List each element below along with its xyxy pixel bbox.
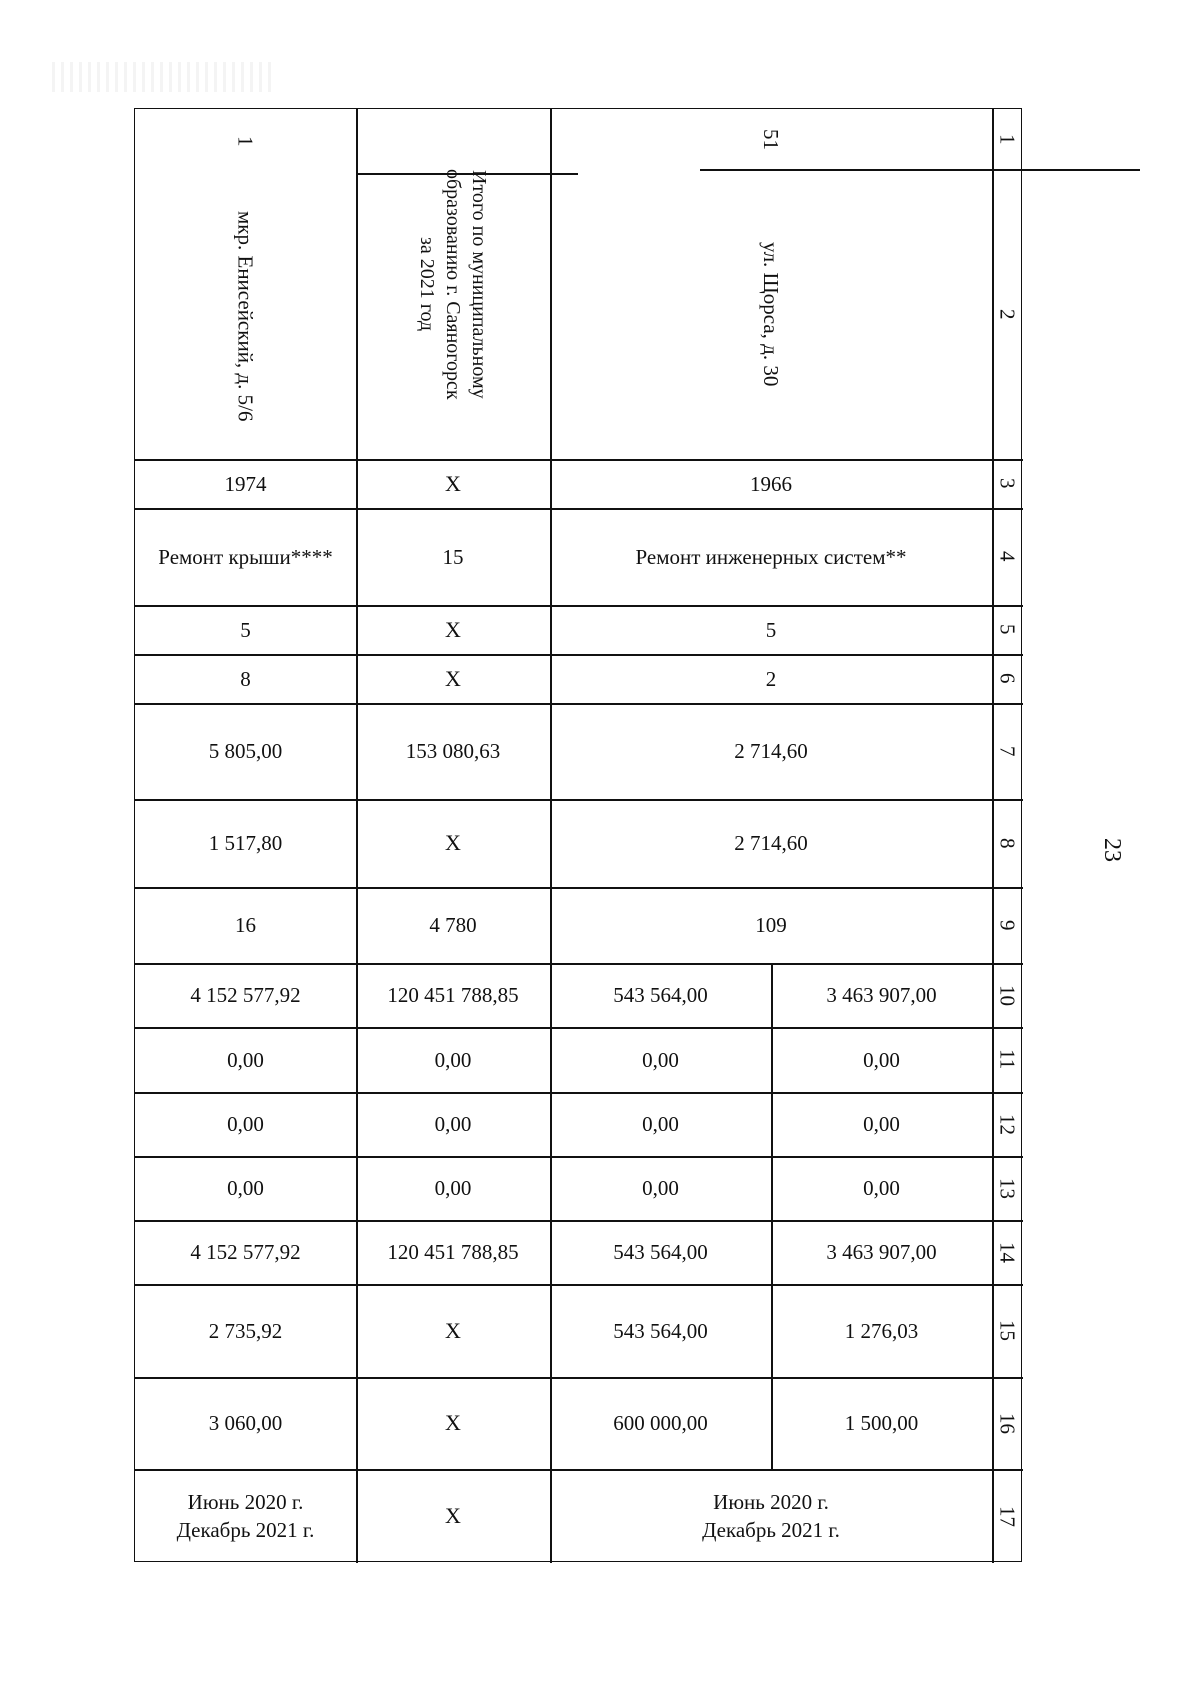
col-a-r8: 1 517,80 (208, 831, 283, 855)
col-b-r12-b: 0,00 (863, 1112, 900, 1136)
col-b-r10-a: 543 564,00 (613, 983, 708, 1007)
total-r16: X (445, 1410, 461, 1435)
col-a-r16: 3 060,00 (208, 1411, 283, 1435)
col-b-r13-b: 0,00 (863, 1176, 900, 1200)
repair-table (134, 108, 1022, 1562)
col-b-r16-a: 600 000,00 (613, 1411, 708, 1435)
col-a-r7: 5 805,00 (208, 739, 283, 763)
col-a-r6: 8 (240, 666, 251, 691)
row-index: 13 (995, 1177, 1020, 1199)
total-r12: 0,00 (434, 1112, 472, 1136)
row-index: 6 (995, 673, 1020, 684)
col-b-r15-a: 543 564,00 (613, 1318, 708, 1343)
col-b-r8: 2 714,60 (734, 831, 808, 855)
col-a-r13: 0,00 (227, 1176, 264, 1200)
total-work: 15 (442, 544, 464, 569)
total-r14: 120 451 788,85 (387, 1240, 519, 1264)
total-r10: 120 451 788,85 (387, 983, 519, 1007)
col-b-r5: 5 (765, 617, 777, 642)
scan-artifact (52, 62, 272, 92)
total-title: Итого по муниципальному образованию г. Саяногорск за 2021 год (416, 168, 490, 400)
col-b-r14-b: 3 463 907,00 (826, 1240, 937, 1264)
col-b-r6: 2 (765, 666, 777, 691)
total-r13: 0,00 (434, 1176, 472, 1200)
col-a-r17: Июнь 2020 г. Декабрь 2021 г. (176, 1490, 315, 1542)
row-index: 11 (995, 1049, 1020, 1070)
col-b-r11-b: 0,00 (863, 1047, 900, 1072)
col-a-r12: 0,00 (227, 1112, 264, 1136)
col-b-r12-a: 0,00 (642, 1112, 679, 1136)
col-a-year: 1974 (224, 471, 267, 496)
col-b-r15-b: 1 276,03 (844, 1318, 919, 1343)
row-index: 7 (995, 745, 1020, 757)
col-b-address: ул. Щорса, д. 30 (759, 241, 783, 387)
row-index: 5 (995, 624, 1020, 635)
row-index: 12 (995, 1113, 1020, 1135)
row-index: 9 (995, 919, 1020, 931)
row-index: 14 (995, 1241, 1020, 1263)
total-r9: 4 780 (429, 913, 477, 937)
col-b-r16-b: 1 500,00 (844, 1411, 919, 1435)
col-a-r11: 0,00 (227, 1047, 264, 1072)
total-r7: 153 080,63 (405, 739, 501, 763)
page-number: 23 (1099, 838, 1125, 862)
row-index: 3 (995, 478, 1020, 489)
col-b-r11-a: 0,00 (642, 1047, 679, 1072)
col-a-seq: 1 (233, 135, 258, 147)
col-b-r7: 2 714,60 (734, 739, 808, 763)
row-index: 15 (995, 1320, 1020, 1341)
col-b-r14-a: 543 564,00 (613, 1240, 708, 1264)
col-a-r5: 5 (240, 617, 251, 642)
row-index: 16 (995, 1412, 1020, 1434)
col-b-r10-b: 3 463 907,00 (826, 983, 937, 1007)
row-index: 1 (995, 133, 1020, 145)
col-b-year: 1966 (750, 471, 792, 496)
row-index: 17 (995, 1505, 1020, 1527)
col-a-r15: 2 735,92 (208, 1318, 283, 1343)
row-index: 4 (995, 551, 1020, 562)
row-index: 10 (995, 984, 1020, 1006)
col-a-r14: 4 152 577,92 (190, 1240, 301, 1264)
col-b-seq: 51 (759, 128, 783, 150)
row-index: 8 (995, 837, 1020, 849)
col-a-address: мкр. Енисейский, д. 5/6 (233, 210, 258, 422)
total-year: X (445, 470, 461, 496)
total-r15: X (445, 1317, 461, 1343)
total-r17: X (445, 1503, 461, 1528)
row-index: 2 (995, 308, 1020, 320)
total-r5: X (445, 616, 461, 642)
total-r8: X (445, 830, 461, 855)
col-b-r13-a: 0,00 (642, 1176, 679, 1200)
col-a-work: Ремонт крыши**** (158, 544, 333, 569)
col-a-r9: 16 (235, 913, 256, 937)
col-b-r17: Июнь 2020 г. Декабрь 2021 г. (702, 1490, 840, 1542)
col-b-work: Ремонт инженерных систем** (635, 544, 907, 569)
col-a-r10: 4 152 577,92 (190, 983, 301, 1007)
total-r11: 0,00 (434, 1047, 472, 1072)
total-r6: X (445, 665, 461, 691)
col-b-r9: 109 (755, 913, 787, 937)
